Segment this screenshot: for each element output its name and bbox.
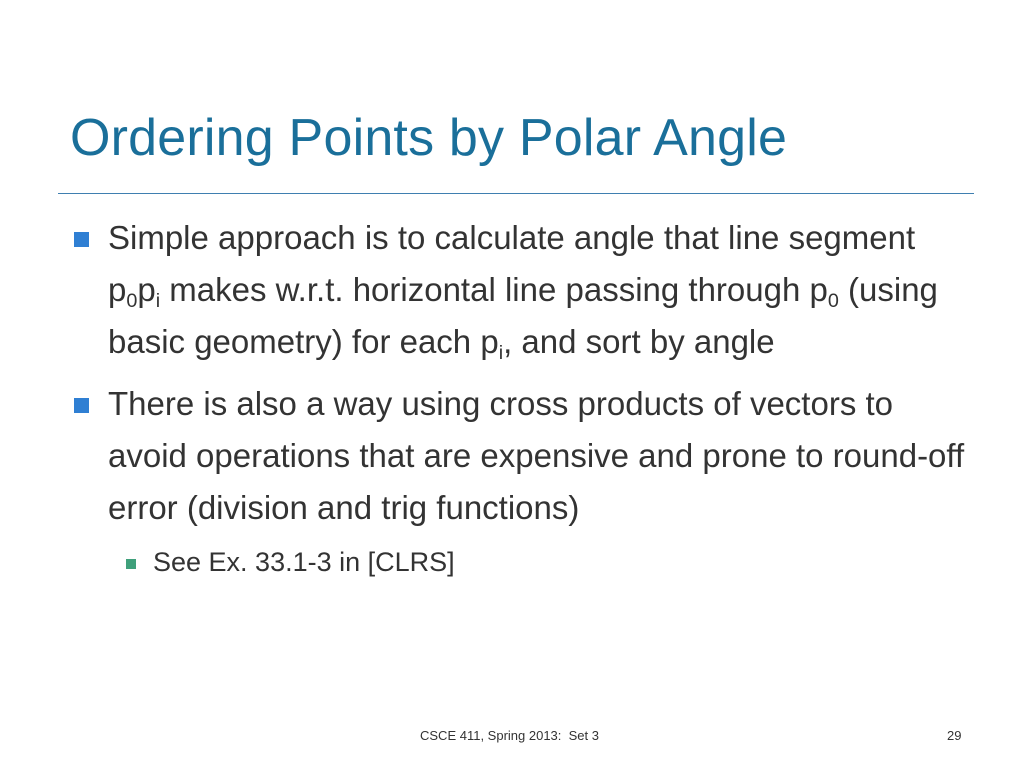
- bullet-item: [70, 212, 970, 368]
- bullet-item: [70, 378, 970, 534]
- slide-footer: CSCE 411, Spring 2013: Set 3: [420, 728, 599, 743]
- square-sub-bullet-icon: [126, 559, 136, 569]
- square-bullet-icon: [74, 232, 89, 247]
- sub-bullet-item: [70, 538, 970, 586]
- slide-body: [70, 212, 970, 586]
- sub-bullet-text: See Ex. 33.1-3 in [CLRS]: [153, 547, 455, 577]
- bullet-text: There is also a way using cross products of vectors to avoid operations that are expensive and prone to round-off error (division and trig functions): [108, 385, 965, 526]
- square-bullet-icon: [74, 398, 89, 413]
- page-number: 29: [947, 728, 962, 743]
- title-divider: [58, 193, 974, 194]
- slide-title: Ordering Points by Polar Angle: [70, 109, 788, 167]
- bullet-text: Simple approach is to calculate angle that line segment $p_0p_i$ makes w.r.t. horizontal line passing through $p_0$ (using basic geometry) for each $p_i$, and sort by angle: [108, 219, 938, 364]
